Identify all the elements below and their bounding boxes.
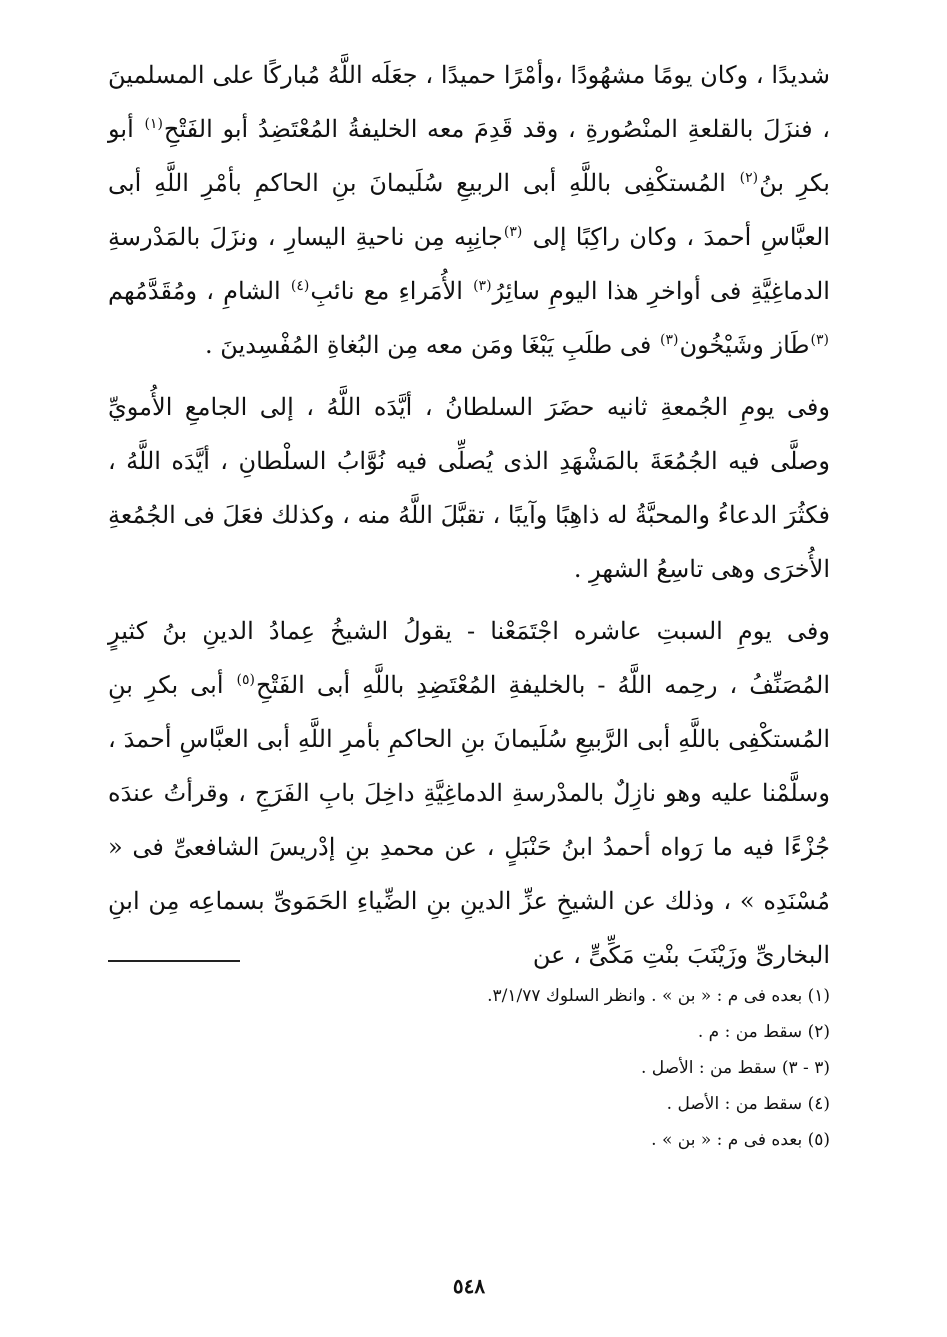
text-run: شديدًا ، وكان يومًا مشهُودًا ،وأمْرًا حميدًا ، جعَلَه اللَّهُ مُباركًا على المسلمينَ ، فنزَلَ بالقلعةِ المنْصُورةِ ، وقد قَدِمَ معه الخليفةُ المُعْتَضِدُ أبو الفَتْحِ [108,61,831,143]
footnote-reference: (٣) [503,224,523,240]
footnotes-list [108,978,830,1158]
paragraph [108,380,830,596]
footnote-reference: (٣) [659,332,679,348]
footnote: (٢) سقط من : م . [697,1022,830,1042]
text-run: فى طلَبِ يَبْغَا ومَن معه مِن البُغاةِ المُفْسِدينَ . [204,331,659,359]
footnote: (٤) سقط من : الأصل . [666,1094,830,1114]
text-run: الأُمَراءِ مع نائبِ [310,277,473,305]
footnote-separator [108,960,240,962]
footnote-reference: (١) [144,116,163,132]
text-run: طَاز وشَيْخُون [679,331,810,359]
paragraph [108,604,830,982]
text-run: وفى يومِ الجُمعةِ ثانيه حضَرَ السلطانُ ، أيَّدَه اللَّهُ ، إلى الجامعِ الأُمويِّ وصلَّى فيه الجُمُعَةَ بالمَشْهَدِ الذى يُصلِّى فيه نُوَّابُ السلْطانِ ، أيَّدَه اللَّهُ ، فكثُرَ الدعاءُ والمحبَّةُ له ذاهِبًا وآيبًا ، تقبَّلَ اللَّهُ منه ، وكذلك فعَلَ فى الجُمُعةِ الأُخرَى وهى تاسِعُ الشهرِ . [108,393,830,583]
footnote-reference: (٢) [739,170,759,186]
book-page [108,48,830,1318]
footnote: (٥) بعده فى م : « بن » . [651,1130,830,1150]
footnote-reference: (٥) [236,672,255,688]
text-run: الشامِ ، ومُقَدَّمُهم [108,277,290,305]
footnote-reference: (٤) [290,278,310,294]
footnote-reference: (٣) [473,278,492,294]
text-run: أبى بكرِ بنِ المُستكْفِى باللَّهِ أبى الرَّبيعِ سُلَيمانَ بنِ الحاكمِ بأمرِ اللَّهِ أبى العبَّاسِ أحمدَ ، وسلَّمْنا عليه وهو نازِلٌ بالمدْرسةِ الدماغِيَّةِ داخِلَ بابِ الفَرَجِ ، وقرأتُ عندَه جُزْءًا فيه ما رَواه أحمدُ ابنُ حَنْبَلٍ ، عن محمدِ بنِ إدْريسَ الشافعىِّ فى « مُسْنَدِه » ، وذلك عن الشيخِ عزِّ الدينِ بنِ الضِّياءِ الحَمَوىِّ بسماعِه مِن ابنِ البخارىِّ وزَيْنَبَ بنْتِ مَكِّىٍّ ، عن [108,671,830,969]
text-run: وفى يومِ السبتِ عاشره اجْتَمَعْنا - يقولُ الشيخُ عِمادُ الدينِ بنُ كثيرٍ المُصَنِّفُ ، رحِمه اللَّهُ - بالخليفةِ المُعْتَضِدِ باللَّهِ أبى الفَتْحِ [108,617,830,699]
footnote: (٣ - ٣) سقط من : الأصل . [640,1058,830,1078]
footnote: (١) بعده فى م : « بن » . وانظر السلوك ٣/١/٧٧. [487,986,830,1006]
text-run: المُستكْفِى باللَّهِ أبى الربيعِ سُلَيمانَ بنِ الحاكمِ بأمْرِ اللَّهِ أبى العبَّاسِ أحمدَ ، وكان راكِبًا إلى [108,169,830,251]
page-number: ٥٤٨ [452,1274,486,1298]
main-text [108,48,830,982]
text-run: جانِبِه مِن ناحيةِ اليسارِ ، ونزَلَ بالمَدْرسةِ الدماغِيَّةِ فى أواخرِ هذا اليومِ سائِرُ [108,223,830,305]
text-run: أبو بكرِ بنُ [108,115,830,197]
paragraph [108,48,830,372]
footnote-reference: (٣) [810,332,829,348]
